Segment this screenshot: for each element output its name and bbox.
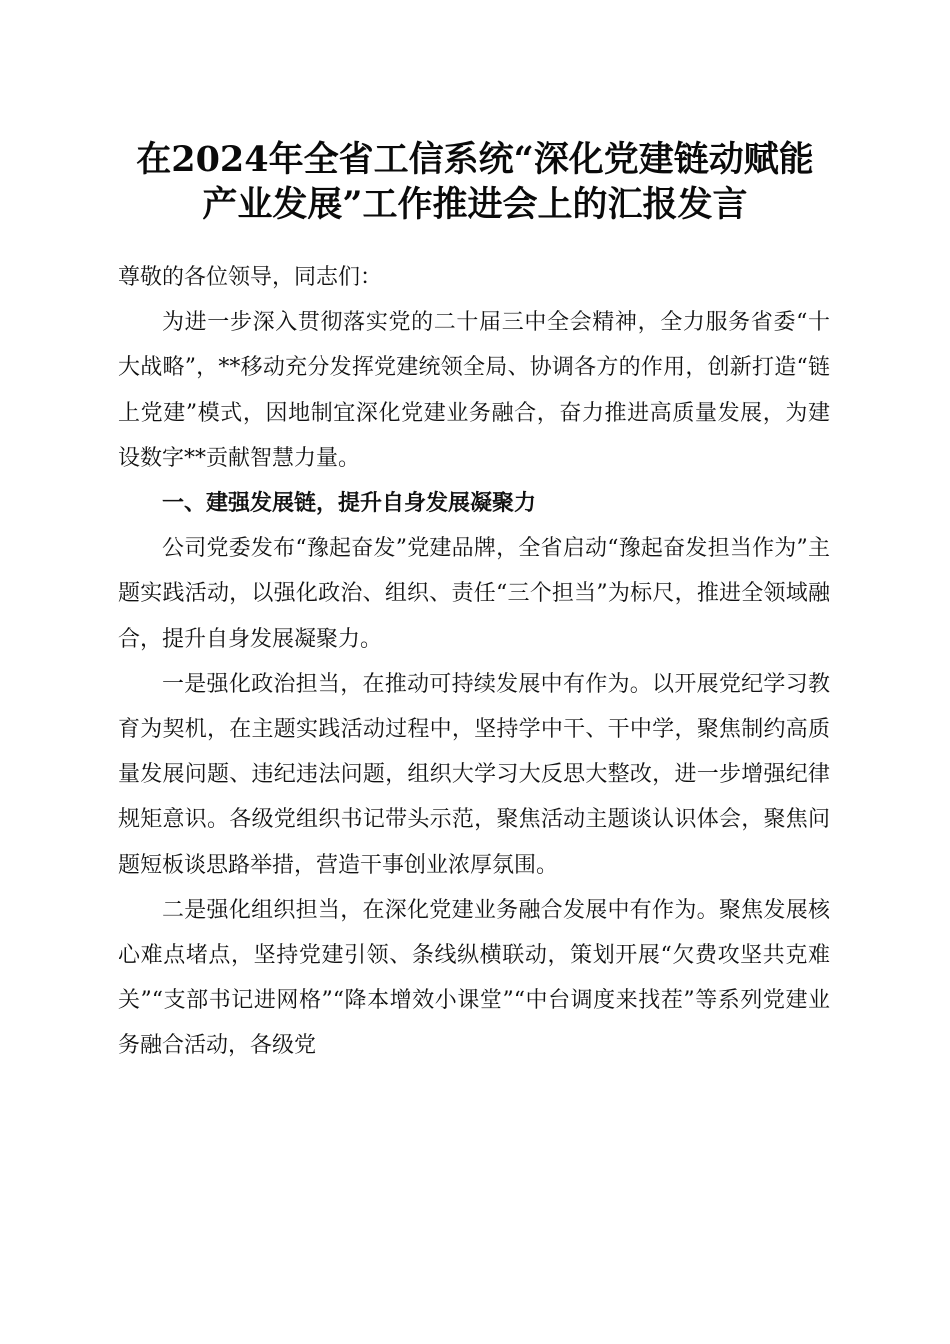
document-title-line-1: 在2024年全省工信系统“深化党建链动赋能 [136,139,814,180]
point-2-lead: 二是强化组织担当，在深化党建业务融合发展中有作为。 [162,897,719,923]
point-1-paragraph [118,662,830,888]
opening-paragraph: 为进一步深入贯彻落实党的二十届三中全会精神，全力服务省委“十大战略”，**移动充分发挥党建统领全局、协调各方的作用，创新打造“链上党建”模式，因地制宜深化党建业务融合，奋力推进高质量发展，为建设数字**贡献智慧力量。 [118,310,830,471]
point-2-body: 聚焦发展核心难点堵点，坚持党建引领、条线纵横联动，策划开展“欠费攻坚共克难关”“支部书记进网格”“降本增效小课堂”“中台调度来找茬”等系列党建业务融合活动，各级党 [118,897,830,1059]
section-heading-1: 一、建强发展链，提升自身发展凝聚力 [162,490,537,517]
point-2-paragraph [118,888,830,1069]
point-1-lead: 一是强化政治担当，在推动可持续发展中有作为。 [162,671,653,697]
document-title-line-2: 产业发展”工作推进会上的汇报发言 [202,184,748,225]
greeting: 尊敬的各位领导，同志们： [118,265,383,290]
point-1-body: 以开展党纪学习教育为契机，在主题实践活动过程中，坚持学中干、干中学，聚焦制约高质量发展问题、违纪违法问题，组织大学习大反思大整改，进一步增强纪律规矩意识。各级党组织书记带头示范，聚焦活动主题谈认识体会，聚焦问题短板谈思路举措，营造干事创业浓厚氛围。 [118,671,830,878]
document-body [118,255,830,1069]
section-1-intro: 公司党委发布“豫起奋发”党建品牌，全省启动“豫起奋发担当作为”主题实践活动，以强化政治、组织、责任“三个担当”为标尺，推进全领域融合，提升自身发展凝聚力。 [118,536,830,652]
